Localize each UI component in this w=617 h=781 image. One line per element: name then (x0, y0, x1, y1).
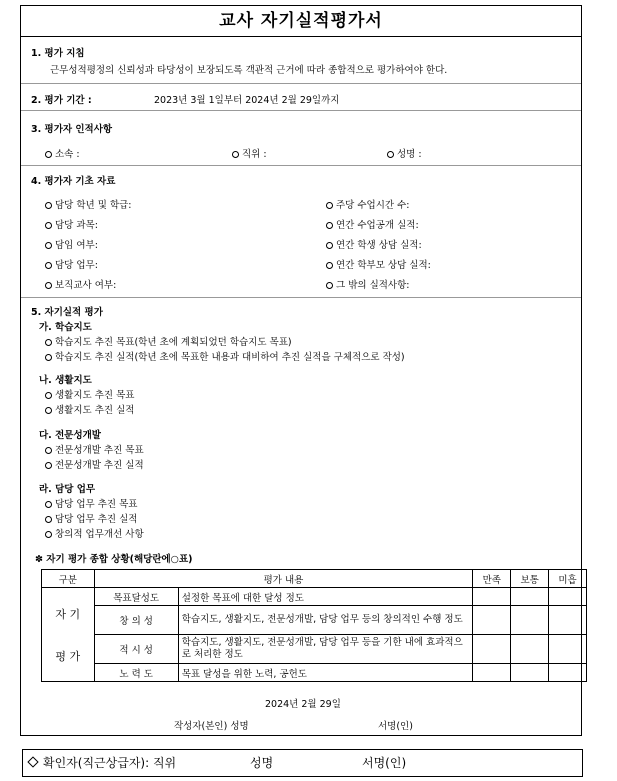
circle-icon (45, 202, 52, 209)
circle-icon (45, 282, 52, 289)
cell-normal[interactable] (511, 606, 549, 635)
basic-right-label: 연간 학부모 상담 실적: (336, 260, 431, 271)
period-text: 2023년 3월 1일부터 2024년 2월 29일까지 (154, 95, 340, 106)
basic-left-item[interactable] (45, 277, 116, 291)
confirmer-signature-field[interactable]: 서명(인) (362, 756, 407, 770)
table-row (42, 606, 587, 635)
cell-normal[interactable] (511, 635, 549, 664)
group-label-cell (42, 588, 95, 682)
circle-icon (326, 262, 333, 269)
table-header-row (42, 570, 587, 588)
confirmer-position-field[interactable]: 확인자(직근상급자): 직위 (43, 756, 177, 770)
summary-table (41, 569, 587, 682)
circle-icon (45, 447, 52, 454)
teaching-item-label: 학습지도 추진 실적(학년 초에 목표한 내용과 대비하여 추진 실적을 구체적으로 작성) (55, 352, 405, 363)
life-guidance-item-label: 생활지도 추진 실적 (55, 405, 135, 416)
self-evaluation-heading: 5. 자기실적 평가 (31, 307, 103, 318)
basic-right-item[interactable] (326, 237, 422, 251)
circle-icon (45, 339, 52, 346)
basic-left-label: 보직교사 여부: (55, 280, 117, 291)
basic-left-item[interactable] (45, 217, 98, 231)
table-row (42, 664, 587, 682)
circle-icon (45, 516, 52, 523)
duties-item[interactable] (45, 511, 137, 525)
circle-icon (326, 282, 333, 289)
subsection-teaching: 가. 학습지도 (39, 322, 92, 333)
row-item: 적 시 성 (94, 635, 178, 664)
group-label-bottom: 평 가 (55, 649, 81, 663)
basic-left-item[interactable] (45, 257, 98, 271)
cell-satisfied[interactable] (473, 635, 511, 664)
circle-icon (45, 407, 52, 414)
basic-right-label: 그 밖의 실적사항: (336, 280, 410, 291)
cell-unsatisfied[interactable] (549, 664, 587, 682)
basic-right-item[interactable] (326, 277, 409, 291)
circle-icon (45, 354, 52, 361)
basic-right-item[interactable] (326, 257, 431, 271)
name-label: 성명 : (397, 149, 422, 160)
circle-icon (45, 262, 52, 269)
life-guidance-item-label: 생활지도 추진 목표 (55, 390, 135, 401)
basic-data-heading: 4. 평가자 기초 자료 (31, 176, 116, 187)
teaching-item[interactable] (45, 334, 292, 348)
duties-item-label: 담당 업무 추진 목표 (55, 499, 138, 510)
professional-dev-item-label: 전문성개발 추진 실적 (55, 460, 144, 471)
guidelines-heading: 1. 평가 지침 (31, 48, 85, 59)
basic-right-label: 주당 수업시간 수: (336, 200, 410, 211)
teaching-item-label: 학습지도 추진 목표(학년 초에 계획되었던 학습지도 목표) (55, 337, 292, 348)
circle-icon (45, 222, 52, 229)
summary-heading-text: 자기 평가 종합 상황(해당란에○표) (46, 554, 193, 565)
basic-right-item[interactable] (326, 217, 419, 231)
col-normal-header: 보통 (511, 570, 549, 588)
basic-right-item[interactable] (326, 197, 409, 211)
period-heading: 2. 평가 기간 : (31, 95, 92, 106)
circle-icon (45, 242, 52, 249)
teaching-item[interactable] (45, 349, 405, 363)
author-signature-field[interactable]: 서명(인) (378, 721, 413, 732)
cell-satisfied[interactable] (473, 588, 511, 606)
duties-item-label: 창의적 업무개선 사항 (55, 529, 144, 540)
basic-left-label: 담당 업무: (55, 260, 98, 271)
confirmer-name-field[interactable]: 성명 (250, 756, 274, 770)
basic-left-item[interactable] (45, 197, 132, 211)
circle-icon (232, 151, 239, 158)
life-guidance-item[interactable] (45, 387, 134, 401)
circle-icon (387, 151, 394, 158)
circle-icon (326, 242, 333, 249)
table-row (42, 588, 587, 606)
subsection-life-guidance: 나. 생활지도 (39, 375, 92, 386)
evaluation-form (20, 5, 582, 736)
cell-unsatisfied[interactable] (549, 588, 587, 606)
col-satisfied-header: 만족 (473, 570, 511, 588)
row-desc: 목표 달성을 위한 노력, 공헌도 (178, 664, 473, 682)
row-desc: 학습지도, 생활지도, 전문성개발, 담당 업무 등의 창의적인 수행 정도 (178, 606, 473, 635)
row-item: 목표달성도 (94, 588, 178, 606)
basic-right-label: 연간 수업공개 실적: (336, 220, 419, 231)
circle-icon (45, 392, 52, 399)
section-period (21, 84, 581, 111)
cell-unsatisfied[interactable] (549, 635, 587, 664)
duties-item-label: 담당 업무 추진 실적 (55, 514, 138, 525)
author-name-field[interactable]: 작성자(본인) 성명 (174, 721, 249, 732)
form-title: 교사 자기실적평가서 (21, 6, 581, 37)
basic-right-label: 연간 학생 상담 실적: (336, 240, 422, 251)
professional-dev-item[interactable] (45, 442, 144, 456)
circle-icon (45, 151, 52, 158)
table-row (42, 635, 587, 664)
section-evaluator-info (21, 111, 581, 166)
field-affiliation[interactable] (45, 146, 80, 160)
group-label-top: 자 기 (55, 607, 81, 621)
circle-icon (45, 462, 52, 469)
cell-normal[interactable] (511, 664, 549, 682)
circle-icon (326, 202, 333, 209)
professional-dev-item-label: 전문성개발 추진 목표 (55, 445, 144, 456)
row-item: 창 의 성 (94, 606, 178, 635)
section-basic-data (21, 166, 581, 298)
diamond-icon (27, 756, 38, 767)
row-desc: 학습지도, 생활지도, 전문성개발, 담당 업무 등을 기한 내에 효과적으로 처리한 정도 (178, 635, 473, 664)
star-icon: ✽ (35, 554, 43, 565)
section-guidelines (21, 36, 581, 84)
basic-left-label: 담임 여부: (55, 240, 98, 251)
row-item: 노 력 도 (94, 664, 178, 682)
cell-satisfied[interactable] (473, 664, 511, 682)
basic-left-item[interactable] (45, 237, 98, 251)
row-desc: 설정한 목표에 대한 달성 정도 (178, 588, 473, 606)
subsection-professional-dev: 다. 전문성개발 (39, 430, 101, 441)
guidelines-text: 근무성적평정의 신뢰성과 타당성이 보장되도록 객관적 근거에 따라 종합적으로 평가하여야 한다. (50, 65, 448, 76)
basic-left-label: 담당 학년 및 학급: (55, 200, 132, 211)
col-category-header: 구분 (42, 570, 95, 588)
circle-icon (45, 501, 52, 508)
field-name[interactable] (387, 146, 422, 160)
confirmation-box (22, 749, 583, 777)
cell-satisfied[interactable] (473, 606, 511, 635)
circle-icon (326, 222, 333, 229)
cell-normal[interactable] (511, 588, 549, 606)
circle-icon (45, 531, 52, 538)
professional-dev-item[interactable] (45, 457, 144, 471)
field-position[interactable] (232, 146, 267, 160)
summary-heading (35, 551, 192, 565)
duties-item[interactable] (45, 496, 137, 510)
duties-item[interactable] (45, 526, 144, 540)
basic-left-label: 담당 과목: (55, 220, 98, 231)
evaluator-info-heading: 3. 평가자 인적사항 (31, 124, 113, 135)
subsection-duties: 라. 담당 업무 (39, 484, 96, 495)
affiliation-label: 소속 : (55, 149, 80, 160)
col-content-header: 평가 내용 (94, 570, 473, 588)
position-label: 직위 : (242, 149, 267, 160)
col-unsatisfied-header: 미흡 (549, 570, 587, 588)
life-guidance-item[interactable] (45, 402, 134, 416)
document-date: 2024년 2월 29일 (265, 699, 341, 710)
cell-unsatisfied[interactable] (549, 606, 587, 635)
